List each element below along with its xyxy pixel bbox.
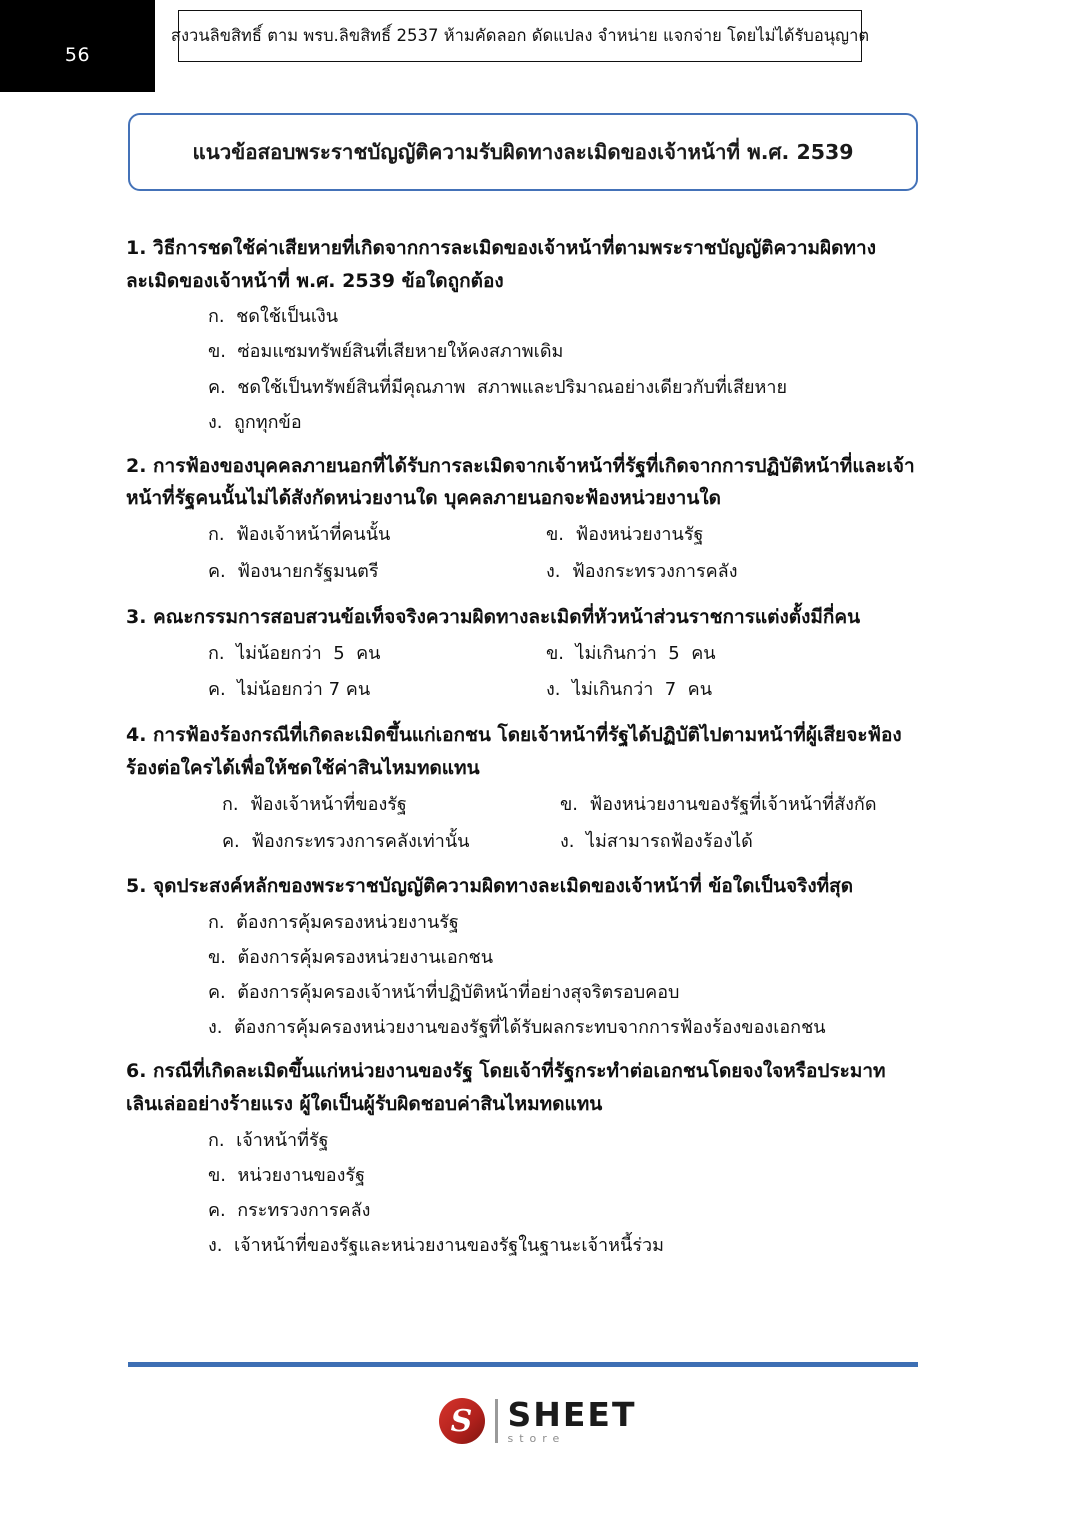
- choice-option[interactable]: ข. ซ่อมแซมทรัพย์สินที่เสียหายให้คงสภาพเดิม: [208, 341, 564, 363]
- choice-option[interactable]: ค. ชดใช้เป็นทรัพย์สินที่มีคุณภาพ สภาพและปริมาณอย่างเดียวกับที่เสียหาย: [208, 376, 788, 398]
- choice-option[interactable]: ง. ต้องการคุ้มครองหน่วยงานของรัฐที่ได้รับผลกระทบจากการฟ้องร้องของเอกชน: [208, 1017, 826, 1039]
- choice-option[interactable]: ข. หน่วยงานของรัฐ: [208, 1164, 365, 1186]
- page-number-block: [0, 0, 155, 92]
- question-stem: 4. การฟ้องร้องกรณีที่เกิดละเมิดขึ้นแก่เอกชน โดยเจ้าหน้าที่รัฐได้ปฏิบัติไปตามหน้าที่ผู้เสียจะฟ้องร้องต่อใครได้เพื่อให้ชดใช้ค่าสินไหมทดแทน: [126, 724, 902, 779]
- question-stem: 3. คณะกรรมการสอบสวนข้อเท็จจริงความผิดทางละเมิดที่หัวหน้าส่วนราชการแต่งตั้งมีกี่คน: [126, 605, 861, 628]
- logo-divider: [495, 1399, 498, 1443]
- question-stem: 5. จุดประสงค์หลักของพระราชบัญญัติความผิดทางละเมิดของเจ้าหน้าที่ ข้อใดเป็นจริงที่สุด: [126, 875, 854, 898]
- choice-option[interactable]: ค. ต้องการคุ้มครองเจ้าหน้าที่ปฏิบัติหน้าที่อย่างสุจริตรอบคอบ: [208, 982, 680, 1004]
- logo-wordmark: [507, 1395, 637, 1445]
- question-item: [126, 601, 926, 709]
- footer-divider: [128, 1362, 918, 1367]
- choice-option[interactable]: ก. ชดใช้เป็นเงิน: [208, 306, 339, 328]
- question-stem: 6. กรณีที่เกิดละเมิดขึ้นแก่หน่วยงานของรัฐ โดยเจ้าที่รัฐกระทำต่อเอกชนโดยจงใจหรือประมาทเลินเล่ออย่างร้ายแรง ผู้ใดเป็นผู้รับผิดชอบค่าสินไหมทดแทน: [126, 1060, 886, 1116]
- choice-option[interactable]: ก. ไม่น้อยกว่า 5 คน: [208, 642, 381, 664]
- choice-option[interactable]: ง. ฟ้องกระทรวงการคลัง: [546, 560, 738, 582]
- copyright-notice-box: [170, 10, 870, 62]
- choice-option[interactable]: ก. ต้องการคุ้มครองหน่วยงานรัฐ: [208, 912, 459, 934]
- footer-logo: [0, 1395, 1075, 1445]
- choice-option[interactable]: ง. ไม่เกินกว่า 7 คน: [546, 679, 713, 701]
- logo-subtitle: store: [507, 1432, 566, 1445]
- logo-name: SHEET: [507, 1395, 637, 1434]
- choice-option[interactable]: ข. ไม่เกินกว่า 5 คน: [546, 642, 716, 664]
- question-item: [126, 232, 926, 440]
- copyright-notice-text: สงวนลิขสิทธิ์ ตาม พรบ.ลิขสิทธิ์ 2537 ห้ามคัดลอก ดัดแปลง จำหน่าย แจกจ่าย โดยไม่ได้รับอนุญาต: [170, 26, 870, 45]
- choice-option[interactable]: ข. ฟ้องหน่วยงานของรัฐที่เจ้าหน้าที่สังกัด: [560, 793, 877, 815]
- question-item: [126, 870, 926, 1045]
- choice-option[interactable]: ข. ต้องการคุ้มครองหน่วยงานเอกชน: [208, 947, 494, 969]
- choice-option[interactable]: ง. เจ้าหน้าที่ของรัฐและหน่วยงานของรัฐในฐานะเจ้าหนี้ร่วม: [208, 1235, 664, 1257]
- sheetstore-logo-icon: S: [439, 1398, 485, 1444]
- choice-option[interactable]: ก. ฟ้องเจ้าหน้าที่คนนั้น: [208, 524, 391, 546]
- question-stem: 1. วิธีการชดใช้ค่าเสียหายที่เกิดจากการละเมิดของเจ้าหน้าที่ตามพระราชบัญญัติความผิดทางละเมิดของเจ้าหน้าที่ พ.ศ. 2539 ข้อใดถูกต้อง: [126, 237, 876, 292]
- choice-list: [126, 905, 926, 1045]
- choice-list: [126, 787, 926, 861]
- exam-questions-container: [126, 232, 926, 1273]
- question-stem: 2. การฟ้องของบุคคลภายนอกที่ได้รับการละเมิดจากเจ้าหน้าที่รัฐที่เกิดจากการปฏิบัติหน้าที่และเจ้าหน้าที่รัฐคนนั้นไม่ได้สังกัดหน่วยงานใด บุคคลภายนอกจะฟ้องหน่วยงานใด: [126, 454, 915, 510]
- page-title: แนวข้อสอบพระราชบัญญัติความรับผิดทางละเมิดของเจ้าหน้าที่ พ.ศ. 2539: [192, 139, 854, 164]
- question-item: [126, 719, 926, 860]
- choice-option[interactable]: ค. ฟ้องนายกรัฐมนตรี: [208, 560, 379, 582]
- question-item: [126, 1055, 926, 1263]
- choice-option[interactable]: ค. ไม่น้อยกว่า 7 คน: [208, 679, 371, 701]
- choice-list: [126, 1123, 926, 1263]
- choice-option[interactable]: ง. ถูกทุกข้อ: [208, 411, 302, 433]
- choice-option[interactable]: ก. ฟ้องเจ้าหน้าที่ของรัฐ: [222, 793, 407, 815]
- document-title-box: [128, 113, 918, 191]
- page-number: 56: [64, 44, 91, 66]
- choice-list: [126, 636, 926, 710]
- choice-option[interactable]: ง. ไม่สามารถฟ้องร้องได้: [560, 830, 753, 852]
- choice-option[interactable]: ค. ฟ้องกระทรวงการคลังเท่านั้น: [222, 830, 470, 852]
- choice-option[interactable]: ก. เจ้าหน้าที่รัฐ: [208, 1129, 329, 1151]
- question-item: [126, 450, 926, 591]
- choice-option[interactable]: ค. กระทรวงการคลัง: [208, 1200, 371, 1221]
- choice-option[interactable]: ข. ฟ้องหน่วยงานรัฐ: [546, 524, 704, 546]
- choice-list: [126, 299, 926, 439]
- choice-list: [126, 517, 926, 591]
